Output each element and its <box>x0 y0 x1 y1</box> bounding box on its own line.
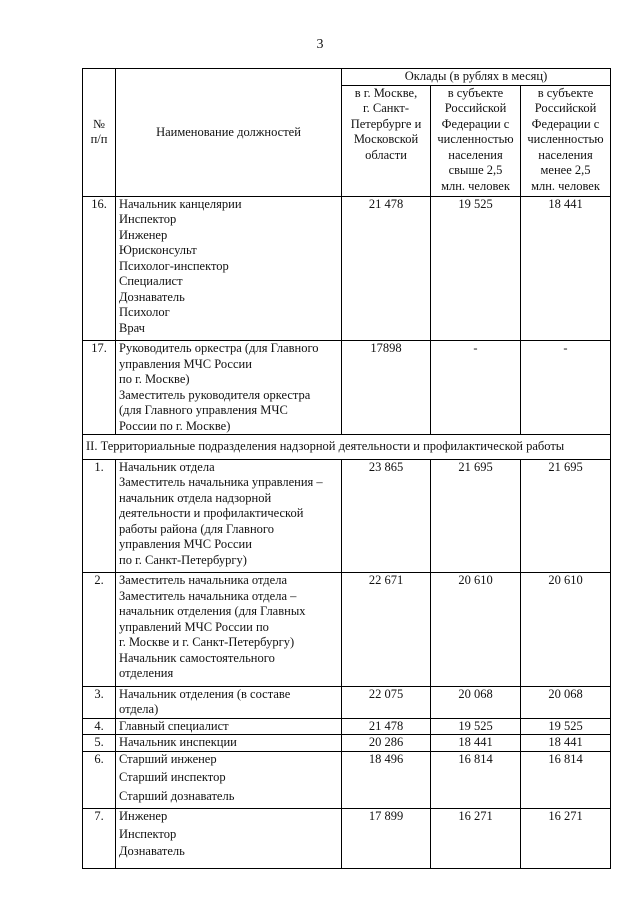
row-number: 6. <box>83 751 116 809</box>
position-name: Психолог-инспектор <box>119 258 229 273</box>
salary-region-over: 19 525 <box>431 196 521 341</box>
position-name: г. Москве и г. Санкт-Петербургу) <box>119 635 295 649</box>
section-row <box>83 435 611 460</box>
table-row <box>83 573 611 687</box>
salary-region-under: 18 441 <box>521 735 611 752</box>
salary-region-over: 20 068 <box>431 686 521 718</box>
position-name: Старший инспектор <box>119 770 226 784</box>
position-name: Дознаватель <box>119 844 185 858</box>
position-name: отдела) <box>119 702 159 716</box>
header-number: № п/п <box>83 69 116 197</box>
position-names <box>116 341 342 435</box>
row-number: 7. <box>83 809 116 869</box>
salary-region-over: 16 814 <box>431 751 521 809</box>
salary-region-under: 20 068 <box>521 686 611 718</box>
position-name: отделения <box>119 666 174 680</box>
salary-region-under: 16 271 <box>521 809 611 869</box>
position-name: Инженер <box>119 809 168 823</box>
position-name: работы района (для Главного <box>119 521 274 536</box>
position-name: управления МЧС России <box>119 537 252 551</box>
salary-region-over: 20 610 <box>431 573 521 687</box>
header-region-over: в субъекте Российской Федерации с численностью населения свыше 2,5 млн. человек <box>431 85 521 196</box>
table-row <box>83 718 611 735</box>
header-region-under: в субъекте Российской Федерации с численностью населения менее 2,5 млн. человек <box>521 85 611 196</box>
row-number: 16. <box>83 196 116 341</box>
section-title: II. Территориальные подразделения надзорной деятельности и профилактической работы <box>83 435 611 460</box>
salary-region-under: 18 441 <box>521 196 611 341</box>
position-names <box>116 573 342 687</box>
salary-region-under: 16 814 <box>521 751 611 809</box>
table-row <box>83 196 611 341</box>
row-number: 17. <box>83 341 116 435</box>
position-names <box>116 718 342 735</box>
salary-region-over: 16 271 <box>431 809 521 869</box>
page-number: 3 <box>316 37 324 52</box>
table-row <box>83 735 611 752</box>
row-number: 5. <box>83 735 116 752</box>
salary-region-over: 18 441 <box>431 735 521 752</box>
salary-moscow-spb: 18 496 <box>342 751 431 809</box>
position-name: Психолог <box>119 305 170 319</box>
salary-table <box>82 68 611 869</box>
position-name: деятельности и профилактической <box>119 506 304 520</box>
salary-moscow-spb: 20 286 <box>342 735 431 752</box>
position-name: (для Главного управления МЧС <box>119 403 288 417</box>
position-name: Старший инженер <box>119 751 217 766</box>
table-row <box>83 686 611 718</box>
salary-region-over: - <box>431 341 521 435</box>
position-name: Начальник самостоятельного <box>119 650 275 665</box>
position-name: России по г. Москве) <box>119 418 231 433</box>
position-names <box>116 196 342 341</box>
header-moscow-spb: в г. Москве, г. Санкт- Петербурге и Московской области <box>342 85 431 196</box>
position-name: Начальник канцелярии <box>119 196 242 211</box>
position-names <box>116 735 342 752</box>
position-name: Заместитель начальника управления – <box>119 475 323 489</box>
position-name: Юрисконсульт <box>119 243 197 257</box>
salary-moscow-spb: 17898 <box>342 341 431 435</box>
row-number: 4. <box>83 718 116 735</box>
position-names <box>116 751 342 809</box>
table-row <box>83 341 611 435</box>
position-name: начальник отделения (для Главных <box>119 604 306 618</box>
salary-region-under: 21 695 <box>521 459 611 573</box>
position-names <box>116 459 342 573</box>
salary-moscow-spb: 23 865 <box>342 459 431 573</box>
position-names <box>116 809 342 869</box>
header-position-name: Наименование должностей <box>116 69 342 197</box>
salary-moscow-spb: 21 478 <box>342 196 431 341</box>
header-salary-group: Оклады (в рублях в месяц) <box>342 69 611 86</box>
position-name: Дознаватель <box>119 289 185 304</box>
position-name: управления МЧС России <box>119 356 252 371</box>
position-name: Начальник отдела <box>119 459 215 474</box>
position-name: управлений МЧС России по <box>119 619 269 634</box>
position-name: Инженер <box>119 227 168 242</box>
position-name: начальник отдела надзорной <box>119 490 272 505</box>
position-name: по г. Санкт-Петербургу) <box>119 552 247 567</box>
position-name: по г. Москве) <box>119 372 190 386</box>
position-name: Инспектор <box>119 826 177 841</box>
position-name: Руководитель оркестра (для Главного <box>119 341 319 355</box>
position-name: Начальник инспекции <box>119 735 237 749</box>
position-name: Врач <box>119 320 145 335</box>
salary-region-over: 19 525 <box>431 718 521 735</box>
table-body <box>83 196 611 868</box>
position-name: Заместитель начальника отдела <box>119 573 287 587</box>
position-name: Главный специалист <box>119 718 229 733</box>
position-names <box>116 686 342 718</box>
salary-moscow-spb: 21 478 <box>342 718 431 735</box>
position-name: Старший дознаватель <box>119 788 235 803</box>
salary-region-under: 19 525 <box>521 718 611 735</box>
row-number: 2. <box>83 573 116 687</box>
salary-region-under: 20 610 <box>521 573 611 687</box>
position-name: Заместитель начальника отдела – <box>119 588 297 603</box>
salary-moscow-spb: 22 671 <box>342 573 431 687</box>
salary-region-over: 21 695 <box>431 459 521 573</box>
salary-region-under: - <box>521 341 611 435</box>
row-number: 1. <box>83 459 116 573</box>
salary-moscow-spb: 17 899 <box>342 809 431 869</box>
position-name: Специалист <box>119 274 183 288</box>
row-number: 3. <box>83 686 116 718</box>
table-row <box>83 459 611 573</box>
table-row <box>83 751 611 809</box>
position-name: Заместитель руководителя оркестра <box>119 387 311 402</box>
table-row <box>83 809 611 869</box>
position-name: Инспектор <box>119 212 177 226</box>
salary-moscow-spb: 22 075 <box>342 686 431 718</box>
position-name: Начальник отделения (в составе <box>119 686 291 701</box>
